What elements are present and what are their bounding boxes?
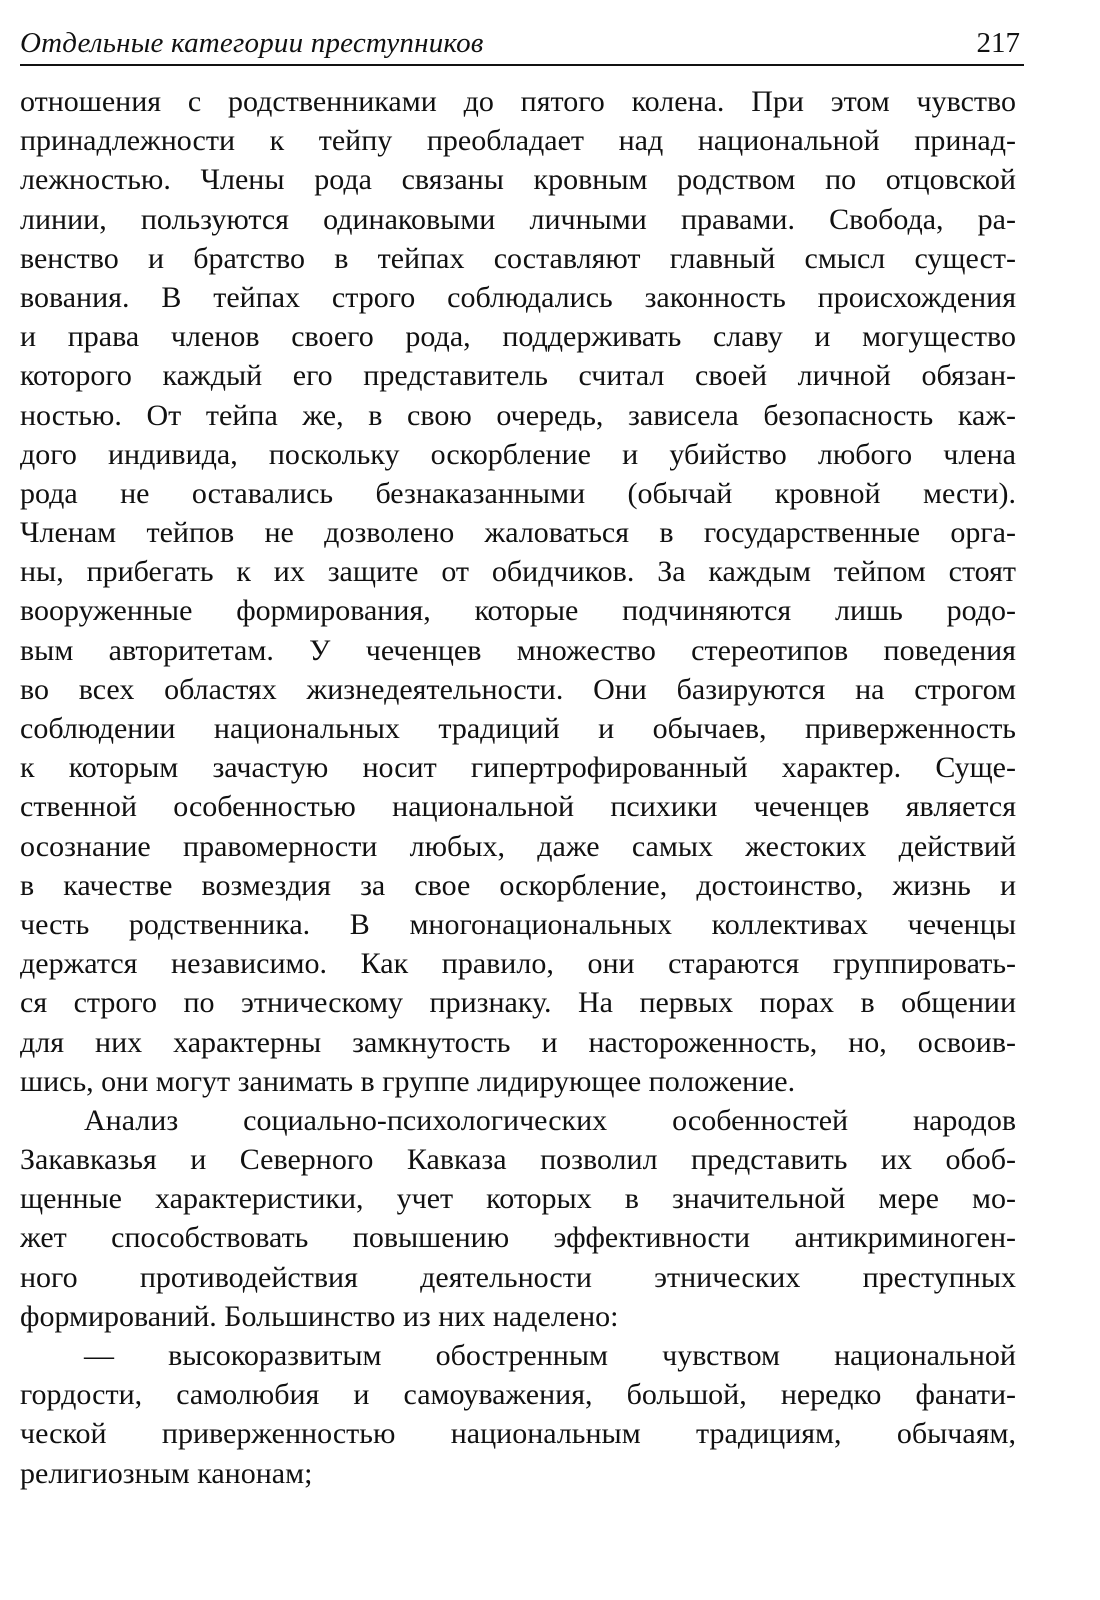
- text-line: Членам тейпов не дозволено жаловаться в государственные орга-: [20, 516, 1016, 550]
- text-line: ностью. От тейпа же, в свою очередь, зависела безопасность каж-: [20, 398, 1016, 432]
- text-line: и права членов своего рода, поддерживать славу и могущество: [20, 320, 1016, 354]
- text-line: к которым зачастую носит гипертрофированный характер. Суще-: [20, 751, 1016, 785]
- text-line: которого каждый его представитель считал своей личной обязан-: [20, 359, 1016, 393]
- text-line: жет способствовать повышению эффективности антикриминоген-: [20, 1221, 1016, 1255]
- text-line: отношения с родственниками до пятого колена. При этом чувство: [20, 85, 1016, 118]
- text-line: держатся независимо. Как правило, они стараются группировать-: [20, 947, 1016, 981]
- text-line: венство и братство в тейпах составляют главный смысл сущест-: [20, 241, 1016, 275]
- text-line: рода не оставались безнаказанными (обычай кровной мести).: [20, 476, 1016, 510]
- text-line: Анализ социально-психологических особенностей народов: [84, 1103, 1016, 1137]
- text-line: осознание правомерности любых, даже самых жестоких действий: [20, 829, 1016, 863]
- text-line: ческой приверженностью национальным традициям, обычаям,: [20, 1417, 1016, 1451]
- running-title: Отдельные категории преступников: [20, 27, 484, 59]
- text-line: щенные характеристики, учет которых в значительной мере мо-: [20, 1182, 1016, 1216]
- body-text: [20, 82, 1016, 1493]
- text-line: честь родственника. В многонациональных коллективах чеченцы: [20, 907, 1016, 941]
- text-line: для них характерны замкнутость и настороженность, но, освоив-: [20, 1025, 1016, 1059]
- text-line: ся строго по этническому признаку. На первых порах в общении: [20, 986, 1016, 1020]
- text-line: дого индивида, поскольку оскорбление и убийство любого члена: [20, 437, 1016, 471]
- text-line: — высокоразвитым обостренным чувством национальной: [84, 1339, 1016, 1372]
- text-line: соблюдении национальных традиций и обычаев, приверженность: [20, 712, 1016, 745]
- text-line: гордости, самолюбия и самоуважения, большой, нередко фанати-: [20, 1378, 1016, 1412]
- text-line: вования. В тейпах строго соблюдались законность происхождения: [20, 280, 1016, 314]
- text-line: религиозным канонам;: [20, 1456, 313, 1490]
- text-line: ственной особенностью национальной психики чеченцев является: [20, 790, 1016, 824]
- page-number: 217: [976, 27, 1020, 59]
- text-line: Закавказья и Северного Кавказа позволил представить их обоб-: [20, 1143, 1016, 1177]
- text-line: ного противодействия деятельности этнических преступных: [20, 1260, 1016, 1294]
- text-line: лежностью. Члены рода связаны кровным родством по отцовской: [20, 163, 1016, 197]
- text-line: вооруженные формирования, которые подчиняются лишь родо-: [20, 594, 1016, 628]
- text-line: формирований. Большинство из них наделено:: [20, 1299, 619, 1333]
- text-line: принадлежности к тейпу преобладает над национальной принад-: [20, 124, 1016, 158]
- text-line: шись, они могут занимать в группе лидирующее положение.: [20, 1064, 796, 1098]
- text-line: вым авторитетам. У чеченцев множество стереотипов поведения: [20, 633, 1016, 667]
- text-line: во всех областях жизнедеятельности. Они базируются на строгом: [20, 672, 1016, 706]
- text-line: ны, прибегать к их защите от обидчиков. За каждым тейпом стоят: [20, 555, 1016, 589]
- running-head: [20, 24, 1024, 66]
- text-line: в качестве возмездия за свое оскорбление, достоинство, жизнь и: [20, 868, 1016, 902]
- text-line: линии, пользуются одинаковыми личными правами. Свобода, ра-: [20, 202, 1016, 236]
